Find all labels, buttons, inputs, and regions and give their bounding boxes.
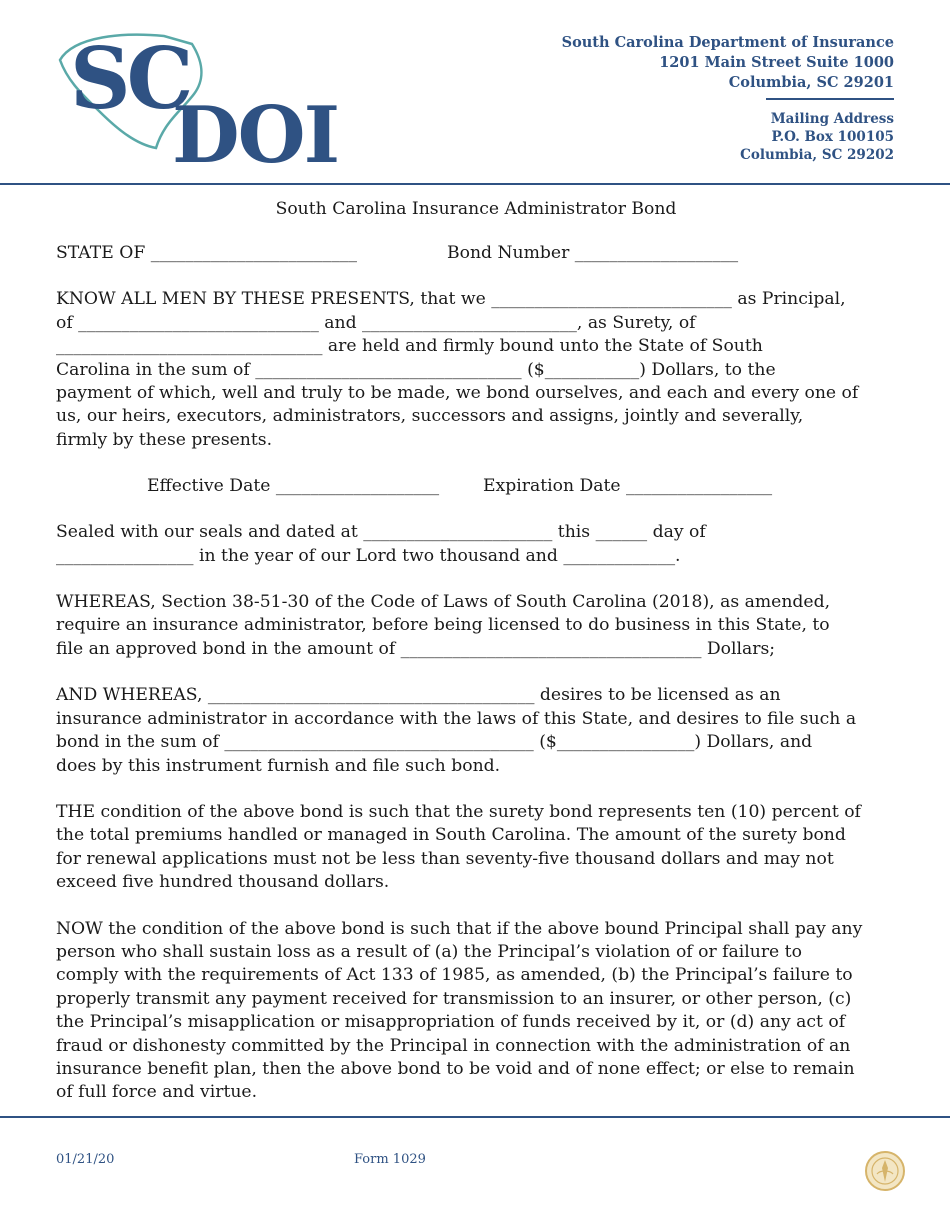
header-rule — [0, 183, 950, 185]
logo-text-doi: DOI — [172, 90, 339, 168]
text-line: us, our heirs, executors, administrators, successors and assigns, jointly and severally, — [56, 406, 804, 427]
page-footer — [0, 1140, 950, 1230]
text-line: file an approved bond in the amount of ___________________________________ Dollars; — [56, 638, 776, 659]
po-box: P.O. Box 100105 — [771, 128, 894, 145]
text-line: of full force and virtue. — [56, 1082, 258, 1103]
city-address: Columbia, SC 29201 — [728, 74, 894, 91]
know-all-men-paragraph — [56, 288, 896, 452]
text-line: for renewal applications must not be less than seventy-five thousand dollars and may not — [56, 848, 834, 869]
text-line: does by this instrument furnish and file such bond. — [56, 755, 501, 776]
letterhead — [0, 0, 950, 184]
text-line: insurance administrator in accordance with the laws of this State, and desires to file such a — [56, 708, 857, 729]
expiration-date-field: Expiration Date _________________ — [483, 476, 773, 497]
text-line: _______________________________ are held and firmly bound unto the State of South — [56, 336, 763, 357]
whereas-paragraph — [56, 591, 896, 661]
street-address: 1201 Main Street Suite 1000 — [659, 54, 894, 71]
condition-paragraph — [56, 801, 896, 895]
text-line: of ____________________________ and _________________________, as Surety, of — [56, 312, 696, 333]
text-line: exceed five hundred thousand dollars. — [56, 872, 390, 893]
and-whereas-paragraph — [56, 684, 896, 778]
text-line: the total premiums handled or managed in South Carolina. The amount of the surety bond — [56, 825, 846, 846]
form-number: Form 1029 — [354, 1152, 426, 1167]
text-line: WHEREAS, Section 38-51-30 of the Code of Laws of South Carolina (2018), as amended, — [56, 592, 831, 613]
effective-date-field: Effective Date ___________________ — [147, 476, 440, 497]
text-line: comply with the requirements of Act 133 of 1985, as amended, (b) the Principal’s failure to — [56, 965, 853, 986]
state-bond-row — [56, 242, 896, 265]
text-line: NOW the condition of the above bond is such that if the above bound Principal shall pay any — [56, 918, 863, 939]
bond-number-field: Bond Number ___________________ — [447, 243, 739, 264]
state-field: STATE OF ________________________ — [56, 243, 357, 264]
dates-row — [56, 475, 896, 498]
state-seal-icon — [864, 1150, 906, 1192]
text-line: THE condition of the above bond is such that the surety bond represents ten (10) percent of — [56, 801, 861, 822]
text-line: insurance benefit plan, then the above bond to be void and of none effect; or else to remain — [56, 1058, 855, 1079]
now-condition-paragraph — [56, 918, 896, 1105]
text-line: fraud or dishonesty committed by the Principal in connection with the administration of an — [56, 1035, 851, 1056]
text-line: KNOW ALL MEN BY THESE PRESENTS, that we ____________________________ as Principal, — [56, 289, 846, 310]
text-line: Sealed with our seals and dated at ______________________ this ______ day of — [56, 522, 706, 543]
bond-form-body — [56, 198, 896, 1105]
org-name: South Carolina Department of Insurance — [561, 34, 894, 51]
text-line: payment of which, well and truly to be made, we bond ourselves, and each and every one of — [56, 383, 859, 404]
text-line: Carolina in the sum of _______________________________ ($___________) Dollars, to the — [56, 359, 776, 380]
text-line: AND WHEREAS, ______________________________________ desires to be licensed as an — [56, 685, 781, 706]
scdoi-logo — [54, 30, 349, 168]
revision-date: 01/21/20 — [56, 1152, 115, 1167]
text-line: bond in the sum of ____________________________________ ($________________) Dollars, and — [56, 732, 813, 753]
sealed-paragraph — [56, 521, 896, 568]
logo-text-sc: SC — [70, 30, 190, 128]
text-line: require an insurance administrator, before being licensed to do business in this State, to — [56, 615, 830, 636]
mailing-label: Mailing Address — [770, 110, 894, 127]
address-divider — [766, 98, 894, 100]
text-line: person who shall sustain loss as a result of (a) the Principal’s violation of or failure to — [56, 941, 802, 962]
text-line: properly transmit any payment received for transmission to an insurer, or other person, (c) — [56, 988, 852, 1009]
footer-rule — [0, 1116, 950, 1118]
text-line: firmly by these presents. — [56, 429, 273, 450]
document-title: South Carolina Insurance Administrator Bond — [275, 199, 677, 219]
text-line: ________________ in the year of our Lord two thousand and _____________. — [56, 545, 681, 566]
text-line: the Principal’s misapplication or misappropriation of funds received by it, or (d) any act of — [56, 1012, 846, 1033]
mailing-city: Columbia, SC 29202 — [740, 146, 894, 163]
department-address — [562, 33, 894, 164]
